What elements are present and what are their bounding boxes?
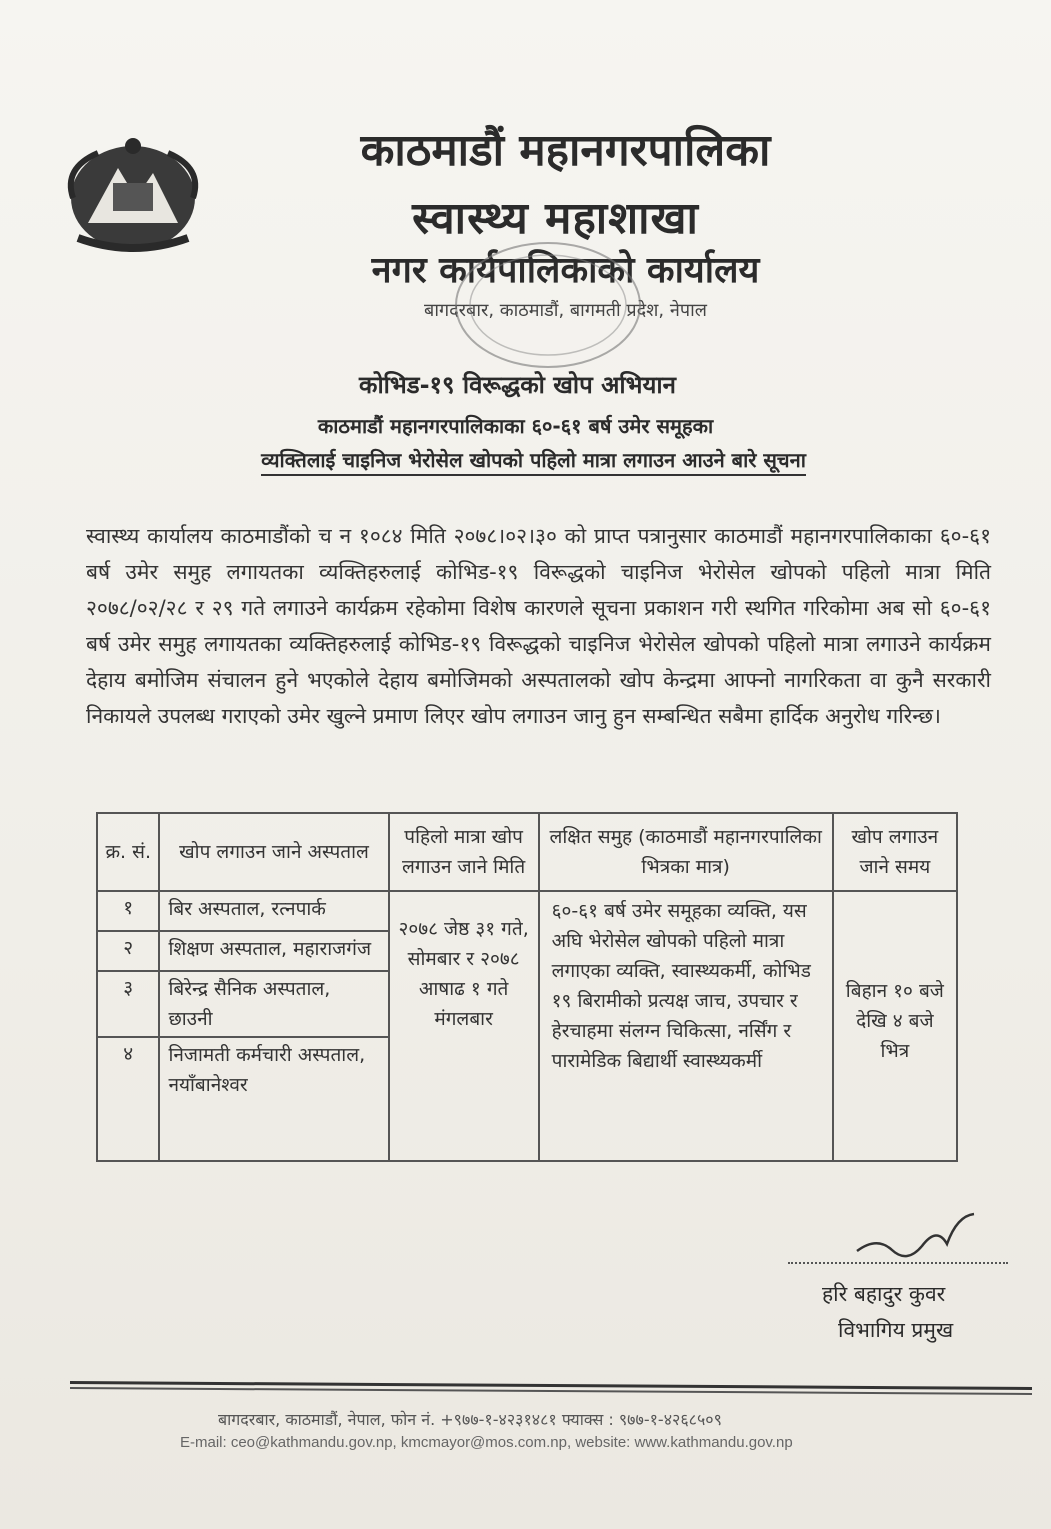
org-name: काठमाडौं महानगरपालिका [360, 125, 771, 176]
notice-subtitle: काठमाडौं महानगरपालिकाका ६०-६१ बर्ष उमेर समूहका [317, 414, 714, 438]
row-hospital: निजामती कर्मचारी अस्पताल, नयाँबानेश्वर [159, 1037, 388, 1161]
header-time: खोप लगाउन जाने समय [833, 813, 957, 891]
table-header-row [97, 813, 957, 891]
row-sn: १ [97, 891, 159, 931]
row-hospital: बिर अस्पताल, रत्नपार्क [159, 891, 388, 931]
dept-name: स्वास्थ्य महाशाखा [412, 193, 699, 244]
signatory-title: विभागिय प्रमुख [838, 1318, 954, 1342]
row-sn: ३ [97, 971, 159, 1037]
header-target: लक्षित समुह (काठमाडौं महानगरपालिका भित्रका मात्र) [539, 813, 833, 891]
header-sn: क्र. सं. [97, 813, 159, 891]
official-stamp [448, 230, 648, 380]
notice-body: स्वास्थ्य कार्यालय काठमाडौंको च न १०८४ मिति २०७८।०२।३० को प्राप्त पत्रानुसार काठमाडौं महानगरपालिकाका ६०-६१ बर्ष उमेर समुह लगायतका व्यक्तिहरुलाई कोभिड-१९ विरूद्धको चाइनिज भेरोसेल खोपको पहिलो मात्रा मिति २०७८/०२/२८ र २९ गते लगाउने कार्यक्रम रहेकोमा विशेष कारणले सूचना प्रकाशन गरी स्थगित गरिकोमा अब सो ६०-६१ बर्ष उमेर समुह लगायतका व्यक्तिहरुलाई कोभिड-१९ विरूद्धको चाइनिज भेरोसेल खोपको पहिलो मात्रा लगाउने कार्यक्रम देहाय बमोजिम संचालन हुने भएकोले देहाय बमोजिमको अस्पतालको खोप केन्द्रमा आफ्नो नागरिकता वा कुनै सरकारी निकायले उपलब्ध गराएको उमेर खुल्ने प्रमाण लिएर खोप लगाउन जानु हुन सम्बन्धित सबैमा हार्दिक अनुरोध गरिन्छ। [86, 524, 991, 728]
office-name: नगर कार्यपालिकाको कार्यालय [371, 250, 760, 291]
office-address: बागदरबार, काठमाडौं, बागमती प्रदेश, नेपाल [424, 300, 707, 321]
notice-subject [8, 446, 1051, 473]
target-group: ६०-६१ बर्ष उमेर समूहका व्यक्ति, यस अघि भेरोसेल खोपको पहिलो मात्रा लगाएका व्यक्ति, स्वास्थ्यकर्मी, कोभिड १९ बिरामीको प्रत्यक्ष जाच, उपचार र हेरचाहमा संलग्न चिकित्सा, नर्सिंग र पारामेडिक बिद्यार्थी स्वास्थ्यकर्मी [539, 891, 833, 1161]
schedule-date: २०७८ जेष्ठ ३१ गते, सोमबार र २०७८ आषाढ १ गते मंगलबार [389, 891, 539, 1161]
footer-email: E-mail: ceo@kathmandu.gov.np, kmcmayor@mos.com.np, website: www.kathmandu.gov.np [180, 1434, 793, 1451]
row-sn: ४ [97, 1037, 159, 1161]
table-row [97, 891, 957, 931]
row-hospital: बिरेन्द्र सैनिक अस्पताल, छाउनी [159, 971, 388, 1037]
schedule-time: बिहान १० बजे देखि ४ बजे भित्र [833, 891, 957, 1161]
vaccination-schedule-table [96, 812, 958, 1162]
notice-subject-text: व्यक्तिलाई चाइनिज भेरोसेल खोपको पहिलो मात्रा लगाउन आउने बारे सूचना [261, 448, 806, 476]
header-hospital: खोप लगाउन जाने अस्पताल [159, 813, 388, 891]
signature-line [788, 1262, 1008, 1264]
signatory-name: हरि बहादुर कुवर [822, 1282, 946, 1306]
header-date: पहिलो मात्रा खोप लगाउन जाने मिति [389, 813, 539, 891]
row-sn: २ [97, 931, 159, 971]
row-hospital: शिक्षण अस्पताल, महाराजगंज [159, 931, 388, 971]
signature-mark [852, 1206, 982, 1266]
notice-title: कोभिड-१९ विरूद्धको खोप अभियान [359, 371, 676, 399]
footer-contact: बागदरबार, काठमाडौं, नेपाल, फोन नं. +९७७-१-४२३१४८१ फ्याक्स : ९७७-१-४२६८५०९ [218, 1410, 722, 1429]
